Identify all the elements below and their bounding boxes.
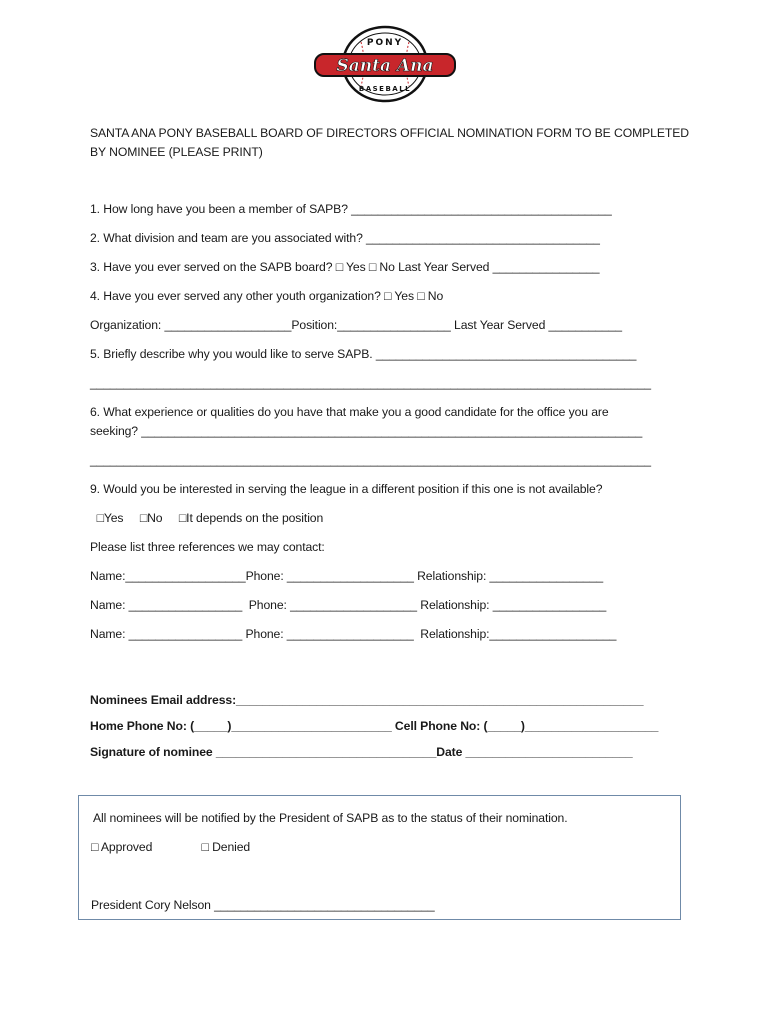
reference-3: Name: _________________ Phone: ___________________ Relationship:___________________	[90, 627, 617, 641]
email-line: Nominees Email address:_____________________________________________________________	[90, 693, 644, 707]
reference-1: Name:__________________Phone: ___________________ Relationship: _________________	[90, 569, 604, 583]
reference-2: Name: _________________ Phone: ___________________ Relationship: _________________	[90, 598, 607, 612]
logo-main-text: Santa Ana	[336, 56, 434, 76]
question-5-answer-line: ____________________________________________________________________________________	[90, 376, 651, 390]
references-label: Please list three references we may contact:	[90, 540, 325, 554]
signature-line: Signature of nominee _________________________________Date _________________________	[90, 745, 633, 759]
question-6-answer-line: ____________________________________________________________________________________	[90, 453, 651, 467]
question-6-seeking: seeking? ___________________________________________________________________________	[90, 424, 643, 438]
logo-top-text: PONY	[366, 38, 404, 48]
santa-ana-pony-baseball-logo	[311, 24, 459, 104]
organization-line: Organization: ___________________Position:_________________ Last Year Served ___________	[90, 318, 622, 332]
question-5: 5. Briefly describe why you would like to serve SAPB. _______________________________________	[90, 347, 637, 361]
form-title: SANTA ANA PONY BASEBALL BOARD OF DIRECTORS OFFICIAL NOMINATION FORM TO BE COMPLETED BY NOMINEE (PLEASE PRINT)	[90, 126, 689, 159]
question-4: 4. Have you ever served any other youth organization? □ Yes □ No	[90, 289, 444, 303]
president-signature-line: President Cory Nelson _________________________________	[91, 898, 435, 912]
logo-bottom-text: BASEBALL	[358, 85, 412, 93]
question-9-options: □Yes □No □It depends on the position	[90, 511, 324, 525]
question-6: 6. What experience or qualities do you have that make you a good candidate for the office you are	[90, 405, 609, 419]
approval-options: □ Approved □ Denied	[91, 840, 251, 854]
notice-text: All nominees will be notified by the President of SAPB as to the status of their nomination.	[93, 811, 568, 825]
question-2: 2. What division and team are you associated with? ___________________________________	[90, 231, 600, 245]
question-3: 3. Have you ever served on the SAPB board? □ Yes □ No Last Year Served ________________	[90, 260, 600, 274]
question-9: 9. Would you be interested in serving the league in a different position if this one is not available?	[90, 482, 603, 496]
question-1: 1. How long have you been a member of SAPB? _______________________________________	[90, 202, 612, 216]
phone-line: Home Phone No: (_____)________________________ Cell Phone No: (_____)____________________	[90, 719, 659, 733]
notice-box	[78, 795, 681, 920]
